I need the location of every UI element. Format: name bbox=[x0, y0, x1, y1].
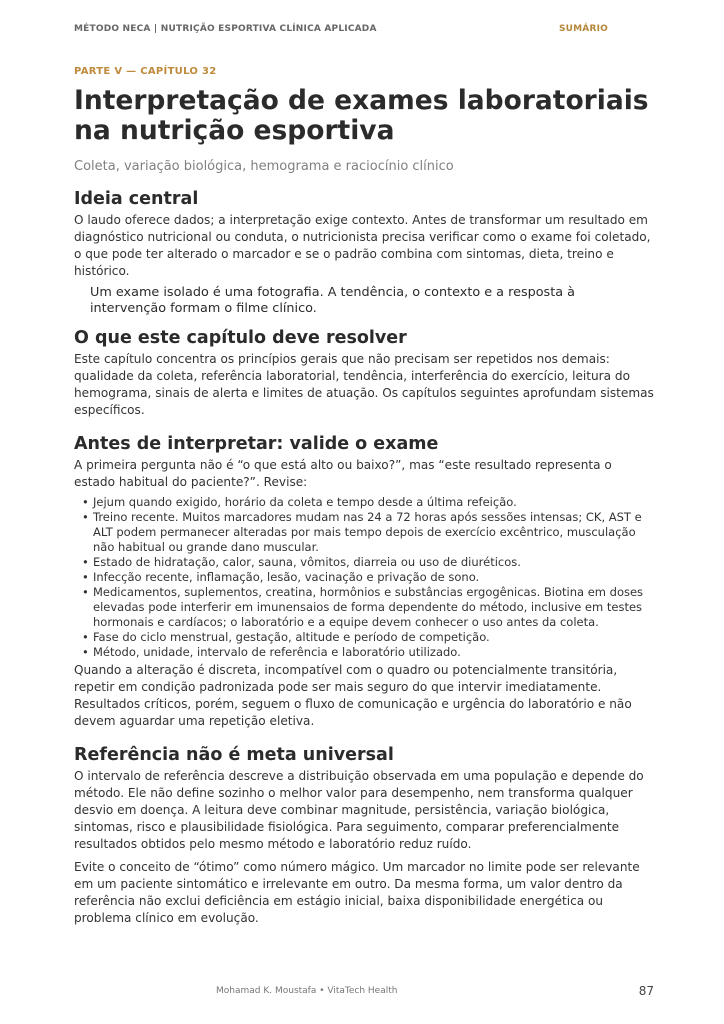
bullet-icon: • bbox=[82, 630, 89, 644]
checklist-item: • Medicamentos, suplementos, creatina, hormônios e substâncias ergogênicas. Biotina em doses elevadas pode interferir em imunensaios de forma dependente do método, inclusive em testes hormonais e cardíacos; o laboratório e a equipe devem conhecer o uso antes da coleta. bbox=[82, 585, 644, 629]
section-paragraph: Este capítulo concentra os princípios gerais que não precisam ser repetidos nos demais: qualidade da coleta, referência laboratorial, tendência, interferência do exercício, leitura do hemograma, sinais de alerta e limites de atuação. Os capítulos seguintes aprofundam sistemas específicos. bbox=[74, 352, 654, 417]
chapter-eyebrow: PARTE V — CAPÍTULO 32 bbox=[74, 66, 217, 77]
book-title: MÉTODO NECA | NUTRIÇÃO ESPORTIVA CLÍNICA APLICADA bbox=[74, 24, 377, 34]
checklist-item: • Fase do ciclo menstrual, gestação, altitude e período de competição. bbox=[82, 630, 490, 644]
table-of-contents-link[interactable]: SUMÁRIO bbox=[558, 24, 608, 34]
bullet-icon: • bbox=[82, 555, 89, 569]
section-o-que-resolver bbox=[74, 327, 654, 419]
bullet-icon: • bbox=[82, 495, 89, 509]
section-valide-o-exame bbox=[74, 433, 654, 730]
footer-credit: Mohamad K. Moustafa • VitaTech Health bbox=[216, 986, 398, 996]
section-paragraph: Quando a alteração é discreta, incompatível com o quadro ou potencialmente transitória, repetir em condição padronizada pode ser mais seguro do que intervir imediatamente. Resultados críticos, porém, seguem o fluxo de comunicação e urgência do laboratório e não devem aguardar uma repetição eletiva. bbox=[74, 663, 632, 728]
bullet-icon: • bbox=[82, 585, 89, 599]
section-ideia-central bbox=[74, 188, 654, 317]
pull-quote: Um exame isolado é uma fotografia. A tendência, o contexto e a resposta à intervenção formam o filme clínico. bbox=[90, 285, 575, 316]
bullet-icon: • bbox=[82, 510, 89, 524]
chapter-body bbox=[74, 188, 654, 927]
section-paragraph: O laudo oferece dados; a interpretação exige contexto. Antes de transformar um resultado em diagnóstico nutricional ou conduta, o nutricionista precisa verificar como o exame foi coletado, o que pode ter alterado o marcador e se o padrão combina com sintomas, dieta, treino e histórico. bbox=[74, 213, 651, 278]
section-referencia bbox=[74, 744, 654, 927]
section-paragraph: Evite o conceito de “ótimo” como número mágico. Um marcador no limite pode ser relevante em um paciente sintomático e irrelevante em outro. Da mesma forma, um valor dentro da referência não exclui deficiência em estágio inicial, baixa disponibilidade energética ou problema clínico em evolução. bbox=[74, 860, 640, 925]
chapter-title bbox=[74, 86, 674, 146]
chapter-title-line-2: na nutrição esportiva bbox=[74, 115, 395, 146]
section-heading: O que este capítulo deve resolver bbox=[74, 328, 407, 348]
page-footer bbox=[0, 984, 724, 1000]
running-header bbox=[74, 24, 608, 38]
checklist-item: • Infecção recente, inflamação, lesão, vacinação e privação de sono. bbox=[82, 570, 480, 584]
checklist-item: • Estado de hidratação, calor, sauna, vômitos, diarreia ou uso de diuréticos. bbox=[82, 555, 521, 569]
section-heading: Referência não é meta universal bbox=[74, 745, 394, 765]
bullet-icon: • bbox=[82, 570, 89, 584]
chapter-subtitle: Coleta, variação biológica, hemograma e raciocínio clínico bbox=[74, 159, 454, 174]
bullet-icon: • bbox=[82, 645, 89, 659]
checklist bbox=[82, 495, 654, 660]
checklist-item: • Método, unidade, intervalo de referência e laboratório utilizado. bbox=[82, 645, 461, 659]
section-heading: Antes de interpretar: valide o exame bbox=[74, 434, 439, 454]
section-heading: Ideia central bbox=[74, 189, 199, 209]
checklist-item: • Jejum quando exigido, horário da coleta e tempo desde a última refeição. bbox=[82, 495, 517, 509]
section-paragraph: A primeira pergunta não é “o que está alto ou baixo?”, mas “este resultado representa o estado habitual do paciente?”. Revise: bbox=[74, 458, 612, 489]
chapter-title-line-1: Interpretação de exames laboratoriais bbox=[74, 85, 649, 116]
section-paragraph: O intervalo de referência descreve a distribuição observada em uma população e depende do método. Ele não define sozinho o melhor valor para desempenho, nem transforma qualquer desvio em doença. A leitura deve combinar magnitude, persistência, variação biológica, sintomas, risco e plausibilidade fisiológica. Para seguimento, comparar preferencialmente resultados obtidos pelo mesmo método e laboratório reduz ruído. bbox=[74, 769, 644, 851]
checklist-item: • Treino recente. Muitos marcadores mudam nas 24 a 72 horas após sessões intensas; CK, AST e ALT podem permanecer alteradas por mais tempo depois de exercício excêntrico, musculação não habitual ou grande dano muscular. bbox=[82, 510, 642, 554]
page-number: 87 bbox=[638, 984, 654, 998]
